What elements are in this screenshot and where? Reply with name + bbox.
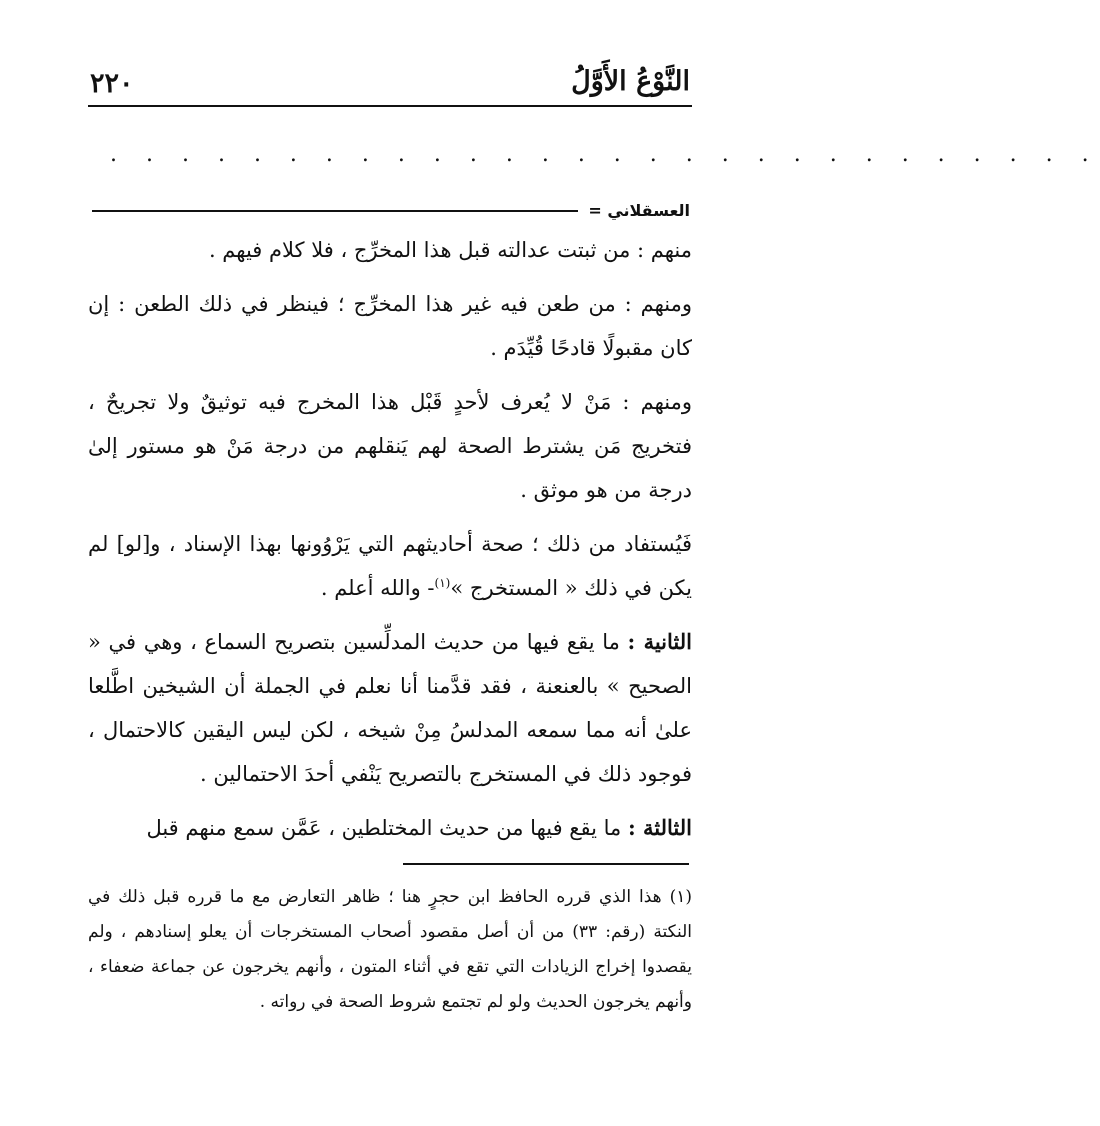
paragraph-text: ومنهم : من طعن فيه غير هذا المخرِّج ؛ فينظر في ذلك الطعن : إن كان مقبولًا قادحًا قُيِّدَم . bbox=[88, 292, 692, 360]
footnotes bbox=[88, 880, 692, 1020]
footnote: (١) هذا الذي قرره الحافظ ابن حجرٍ هنا ؛ ظاهر التعارض مع ما قرره قبل ذلك في النكتة (رقم: ٣٣) من أن أصل مقصود أصحاب المستخرجات أن يعلو إسنادهم ، ولم يقصدوا إخراج الزيادات التي تقع في أثناء المتون ، وأنهم يخرجون عن جماعة ضعفاء ، وأنهم يخرجون الحديث ولو لم تجتمع شروط الصحة في رواته . bbox=[88, 887, 692, 1012]
page-number: ٢٢٠ bbox=[90, 68, 134, 99]
paragraph bbox=[88, 228, 692, 272]
paragraph-text: ما يقع فيها من حديث المختلطين ، عَمَّن سمع منهم قبل bbox=[146, 816, 622, 840]
paragraph-text: ما يقع فيها من حديث المدلِّسين بتصريح السماع ، وهي في « الصحيح » بالعنعنة ، فقد قدَّمنا أنا نعلم في الجملة أن الشيخين اطَّلعا علىٰ أنه مما سمعه المدلسُ مِنْ شيخه ، لكن ليس اليقين كالاحتمال ، فوجود ذلك في المستخرج بالتصريح يَنْفي أحدَ الاحتمالين . bbox=[88, 630, 692, 786]
paragraph bbox=[88, 806, 692, 850]
section-rule bbox=[92, 210, 578, 212]
section-label-row bbox=[90, 200, 690, 224]
paragraph-lead: الثانية : bbox=[627, 629, 692, 654]
footnote-rule bbox=[403, 863, 689, 865]
section-label: العسقلاني = bbox=[588, 201, 690, 220]
paragraph-text: ومنهم : مَنْ لا يُعرف لأحدٍ قَبْل هذا المخرج فيه توثيقٌ ولا تجريحٌ ، فتخريج مَن يشترط الصحة لهم يَنقلهم من درجة مَنْ هو مستور إلىٰ درجة من هو موثق . bbox=[88, 390, 692, 502]
dotted-divider: . . . . . . . . . . . . . . . . . . . . . . . . . . . . bbox=[110, 142, 1100, 167]
paragraph bbox=[88, 282, 692, 370]
body-text bbox=[88, 228, 692, 850]
paragraph-text: فَيُستفاد من ذلك ؛ صحة أحاديثهم التي يَرْوُونها بهذا الإسناد ، و[لو] لم يكن في ذلك « المستخرج » bbox=[88, 532, 692, 600]
paragraph-text-after: - والله أعلم . bbox=[320, 576, 435, 600]
page-header bbox=[90, 62, 690, 106]
paragraph-text: منهم : من ثبتت عدالته قبل هذا المخرِّج ، فلا كلام فيهم . bbox=[208, 238, 692, 262]
paragraph-lead: الثالثة : bbox=[627, 815, 692, 840]
paragraph bbox=[88, 620, 692, 796]
header-rule bbox=[88, 105, 692, 107]
footnote-ref[interactable]: (١) bbox=[434, 576, 451, 590]
chapter-title: النَّوْعُ الأَوَّلُ bbox=[571, 66, 690, 97]
paragraph bbox=[88, 522, 692, 610]
paragraph bbox=[88, 380, 692, 512]
